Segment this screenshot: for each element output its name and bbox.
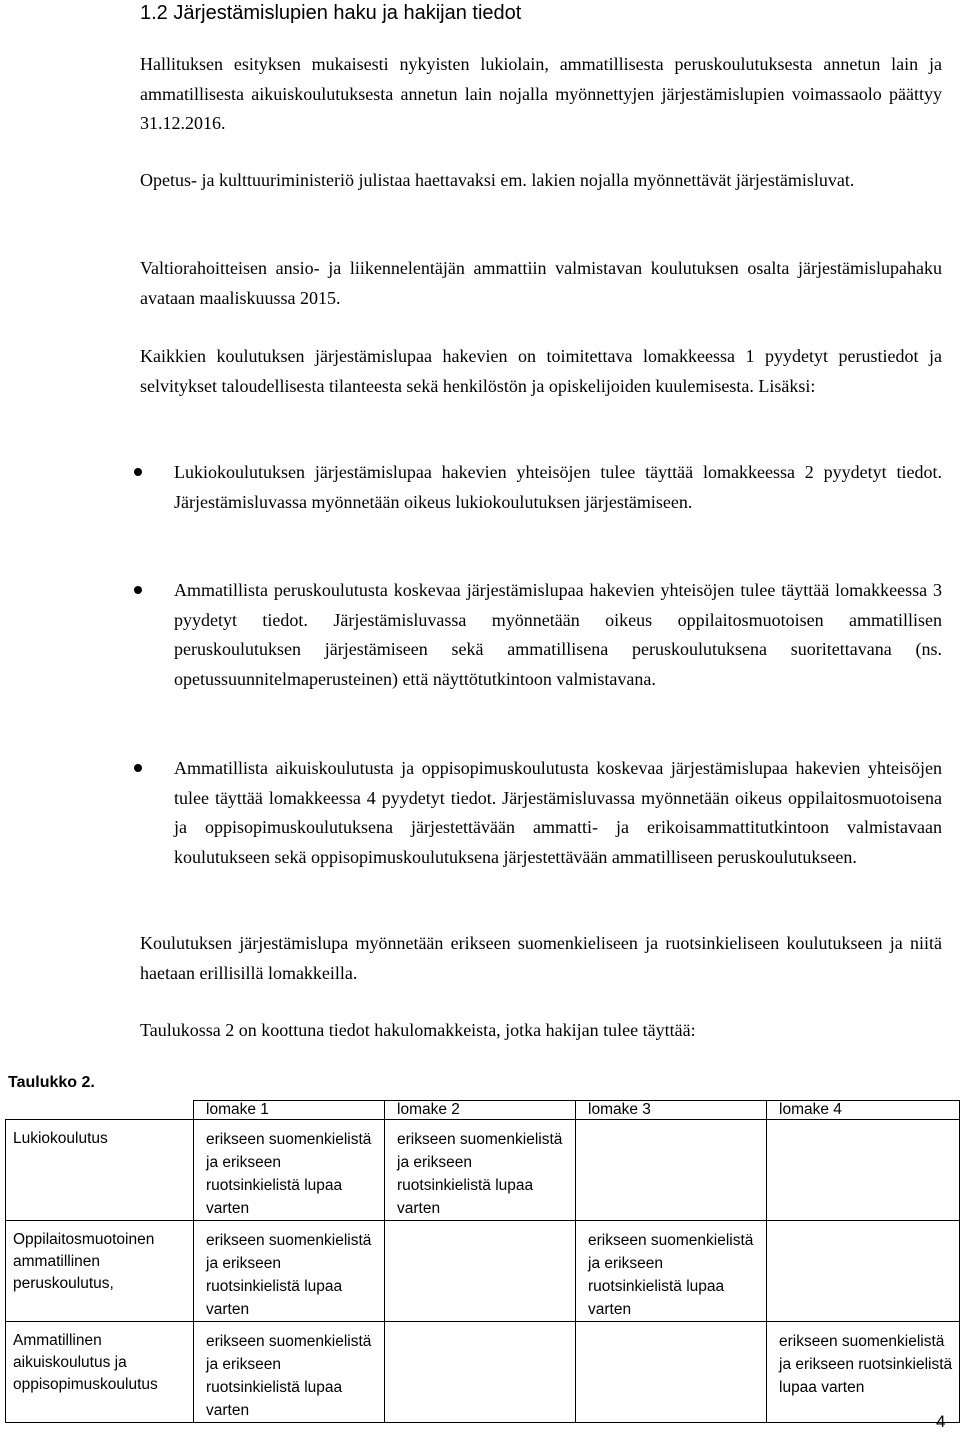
bullet-text: Ammatillista peruskoulutusta koskevaa järjestämislupaa hakevien yhteisöjen tulee täyttää lomakkeessa 3 pyydetyt tiedot. Järjestämisluvassa myönnetään oikeus oppilaitosmuotoisen ammatillisen peruskoulutuksen järjestämiseen sekä ammatillisena peruskoulutuksena suoritettavana (ns. opetussuunnitelmaperusteinen) että näyttötutkintoon valmistavana.: [174, 580, 942, 689]
forms-table: [5, 1100, 960, 1423]
column-header-lomake-1: lomake 1: [194, 1101, 385, 1120]
paragraph-validity: Hallituksen esityksen mukaisesti nykyisten lukiolain, ammatillisesta peruskoulutuksesta annetun lain ja ammatillisesta aikuiskoulutuksesta annetun lain nojalla myönnettyjen järjestämislupien voimassaolo päättyy 31.12.2016.: [140, 54, 942, 133]
paragraph-language: Koulutuksen järjestämislupa myönnetään erikseen suomenkieliseen ja ruotsinkieliseen koulutukseen ja niitä haetaan erillisillä lomakkeilla.: [140, 933, 942, 983]
bullet-text: Ammatillista aikuiskoulutusta ja oppisopimuskoulutusta koskevaa järjestämislupaa hakevien yhteisöjen tulee täyttää lomakkeessa 4 pyydetyt tiedot. Järjestämisluvassa myönnetään oikeus oppilaitosmuotoisena ja oppisopimuskoulutuksena järjestettävään ammatti- ja erikoisammattitutkintoon valmistavaan koulutukseen sekä oppisopimuskoulutuksena järjestettävään ammatilliseen peruskoulutukseen.: [174, 758, 942, 867]
column-header-lomake-2: lomake 2: [385, 1101, 576, 1120]
table-cell: [767, 1120, 960, 1221]
table-row: [6, 1221, 960, 1322]
table-header-row: [6, 1101, 960, 1120]
table-cell: erikseen suomenkielistä ja erikseen ruotsinkielistä lupaa varten: [194, 1221, 385, 1322]
table-cell: [767, 1221, 960, 1322]
table-cell: erikseen suomenkielistä ja erikseen ruotsinkielistä lupaa varten: [385, 1120, 576, 1221]
row-label-lukiokoulutus: Lukiokoulutus: [6, 1120, 194, 1221]
bullet-icon: [134, 468, 142, 476]
page-number: 4: [936, 1412, 946, 1431]
table-cell: [576, 1322, 767, 1423]
section-heading: 1.2 Järjestämislupien haku ja hakijan tiedot: [140, 2, 522, 24]
table-cell: erikseen suomenkielistä ja erikseen ruotsinkielistä lupaa varten: [576, 1221, 767, 1322]
table-cell: erikseen suomenkielistä ja erikseen ruotsinkielistä lupaa varten: [194, 1120, 385, 1221]
table-row: [6, 1120, 960, 1221]
table-cell: erikseen suomenkielistä ja erikseen ruotsinkielistä lupaa varten: [767, 1322, 960, 1423]
column-header-lomake-3: lomake 3: [576, 1101, 767, 1120]
row-label-oppilaitosmuotoinen: Oppilaitosmuotoinen ammatillinen peruskoulutus,: [6, 1221, 194, 1322]
table-corner-cell: [6, 1101, 194, 1120]
table-cell: [576, 1120, 767, 1221]
paragraph-all-applicants: Kaikkien koulutuksen järjestämislupaa hakevien on toimitettava lomakkeessa 1 pyydetyt perustiedot ja selvitykset taloudellisesta tilanteesta sekä henkilöstön ja opiskelijoiden kuulemisesta. Lisäksi:: [140, 346, 942, 396]
table-row: [6, 1322, 960, 1423]
bullet-text: Lukiokoulutuksen järjestämislupaa hakevien yhteisöjen tulee täyttää lomakkeessa 2 pyydetyt tiedot. Järjestämisluvassa myönnetään oikeus lukiokoulutuksen järjestämiseen.: [174, 462, 942, 512]
table-cell: [385, 1322, 576, 1423]
paragraph-table-intro: Taulukossa 2 on koottuna tiedot hakulomakkeista, jotka hakijan tulee täyttää:: [140, 1020, 696, 1040]
table-cell: erikseen suomenkielistä ja erikseen ruotsinkielistä lupaa varten: [194, 1322, 385, 1423]
table-cell: [385, 1221, 576, 1322]
bullet-icon: [134, 586, 142, 594]
row-label-aikuiskoulutus: Ammatillinen aikuiskoulutus ja oppisopimuskoulutus: [6, 1322, 194, 1423]
paragraph-pilot-training: Valtiorahoitteisen ansio- ja liikennelentäjän ammattiin valmistavan koulutuksen osalta järjestämislupahaku avataan maaliskuussa 2015.: [140, 258, 942, 308]
table-caption: Taulukko 2.: [8, 1074, 95, 1091]
bullet-icon: [134, 764, 142, 772]
column-header-lomake-4: lomake 4: [767, 1101, 960, 1120]
paragraph-ministry: Opetus- ja kulttuuriministeriö julistaa haettavaksi em. lakien nojalla myönnettävät järjestämisluvat.: [140, 170, 855, 190]
